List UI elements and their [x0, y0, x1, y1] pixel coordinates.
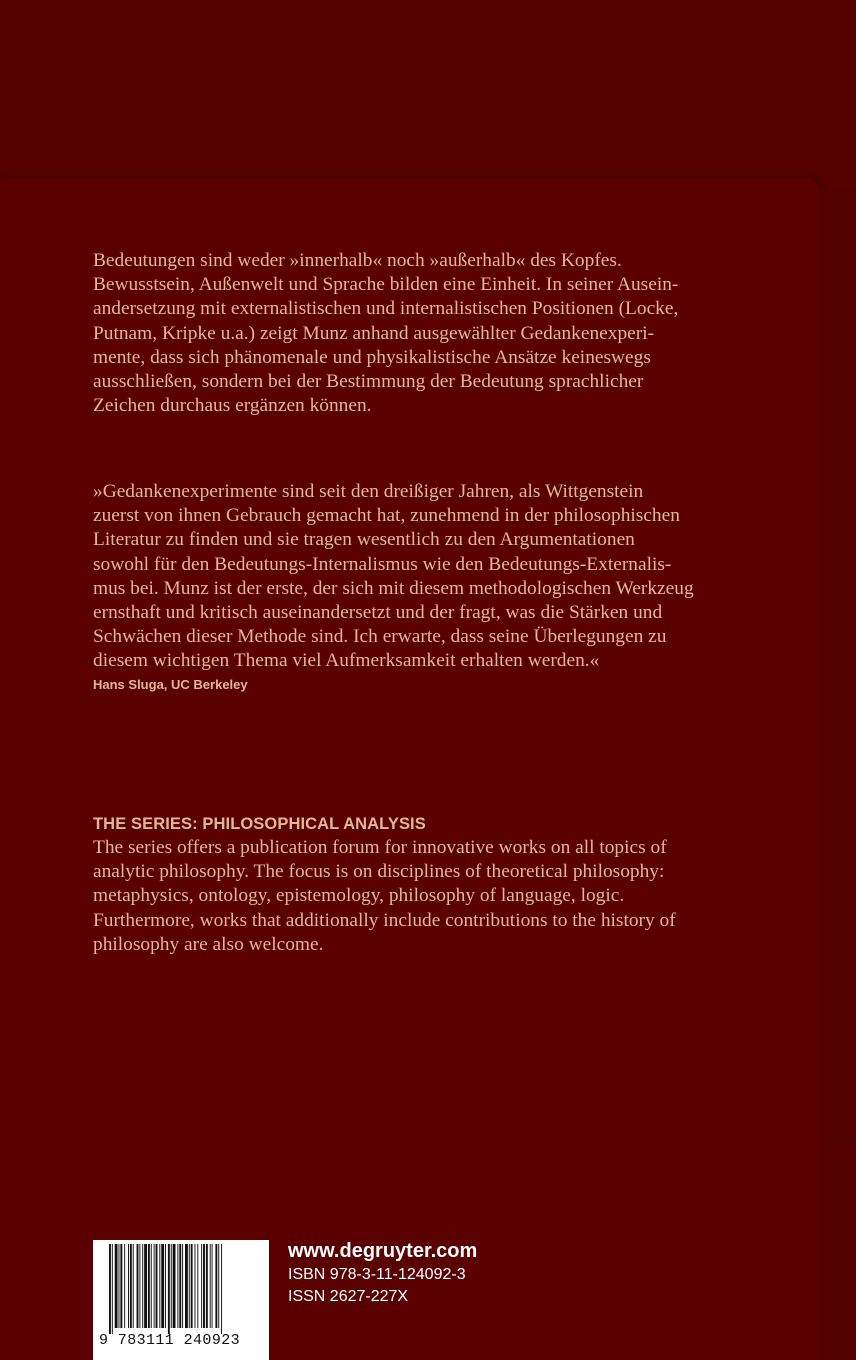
quote-attribution: Hans Sluga, UC Berkeley [93, 676, 248, 692]
publisher-url[interactable]: www.degruyter.com [288, 1240, 478, 1262]
barcode-bar [130, 1244, 132, 1328]
barcode-bar [212, 1244, 213, 1328]
quote-line: »Gedankenexperimente sind seit den dreißiger Jahren, als Wittgenstein [93, 481, 644, 502]
quote-line: zuerst von ihnen Gebrauch gemacht hat, zunehmend in der philosophischen [93, 505, 680, 527]
barcode-bar [124, 1244, 125, 1328]
blurb-line: Bewusstsein, Außenwelt und Sprache bilden eine Einheit. In seiner Ausein- [93, 274, 679, 296]
blurb-line: andersetzung mit externalistischen und internalistischen Positionen (Locke, [93, 298, 679, 320]
series-heading: THE SERIES: PHILOSOPHICAL ANALYSIS [93, 815, 426, 833]
book-blurb [93, 249, 753, 418]
isbn-number: ISBN 978-3-11-124092-3 [288, 1266, 466, 1283]
barcode-bar [112, 1244, 113, 1334]
barcode-bar [221, 1244, 222, 1334]
barcode-bar [206, 1244, 208, 1328]
blurb-line: Bedeutungen sind weder »innerhalb« noch »außerhalb« des Kopfes. [93, 250, 622, 271]
barcode-bar [168, 1244, 170, 1334]
barcode-bar [173, 1244, 176, 1328]
barcode-bar [177, 1244, 178, 1328]
barcode-bar [159, 1244, 160, 1328]
barcode-bar [185, 1244, 188, 1328]
barcode-bar [137, 1244, 139, 1328]
barcode-bar [154, 1244, 155, 1328]
barcode-bar [165, 1244, 166, 1328]
barcode-bar [119, 1244, 120, 1328]
barcode-bar [128, 1244, 129, 1328]
quote-line: Schwächen dieser Methode sind. Ich erwarte, dass seine Überlegungen zu [93, 626, 667, 648]
issn-number: ISSN 2627-227X [288, 1288, 409, 1305]
barcode-bar [197, 1244, 198, 1328]
barcode-bar [203, 1244, 205, 1328]
barcode-bar [195, 1244, 196, 1328]
barcode-bar [191, 1244, 193, 1328]
series-line: Furthermore, works that additionally include contributions to the history of [93, 909, 676, 931]
review-quote [93, 480, 753, 694]
barcode-bar [120, 1244, 122, 1328]
barcode [93, 1240, 269, 1360]
series-line: metaphysics, ontology, epistemology, philosophy of language, logic. [93, 885, 625, 907]
barcode-bar [115, 1244, 118, 1328]
series-line: philosophy are also welcome. [93, 933, 324, 955]
barcode-bar [218, 1244, 219, 1328]
barcode-bar [148, 1244, 150, 1328]
barcode-digits: 9 783111 240923 [99, 1332, 241, 1349]
series-description [93, 814, 753, 957]
barcode-bar [171, 1244, 172, 1328]
series-line: analytic philosophy. The focus is on disciplines of theoretical philosophy: [93, 861, 665, 883]
barcode-bar [142, 1244, 143, 1328]
barcode-bar [161, 1244, 164, 1328]
quote-line: diesem wichtigen Thema viel Aufmerksamkeit erhalten werden.« [93, 650, 600, 672]
series-line: The series offers a publication forum for innovative works on all topics of [93, 837, 667, 858]
barcode-bar [201, 1244, 202, 1328]
spine-edge-line [820, 1138, 856, 1140]
blurb-line: mente, dass sich phänomenale und physikalistische Ansätze keineswegs [93, 346, 651, 368]
quote-line: mus bei. Munz ist der erste, der sich mit diesem methodologischen Werkzeug [93, 577, 694, 599]
barcode-bar [182, 1244, 183, 1328]
blurb-line: Zeichen durchaus ergänzen können. [93, 395, 372, 417]
blurb-line: Putnam, Kripke u.a.) zeigt Munz anhand ausgewählter Gedankenexperi- [93, 322, 655, 344]
publisher-info [288, 1238, 477, 1308]
barcode-bars [109, 1244, 259, 1334]
barcode-bar [156, 1244, 158, 1328]
barcode-bar [215, 1244, 217, 1328]
barcode-bar [139, 1244, 140, 1328]
barcode-bar [151, 1244, 152, 1328]
barcode-bar [133, 1244, 134, 1328]
barcode-bar [144, 1244, 147, 1328]
barcode-bar [179, 1244, 181, 1328]
quote-line: Literatur zu finden und sie tragen wesentlich zu den Argumentationen [93, 529, 635, 551]
barcode-bar [189, 1244, 190, 1328]
spine-edge [820, 190, 856, 1360]
barcode-bar [210, 1244, 211, 1328]
quote-line: ernsthaft und kritisch auseinandersetzt und der fragt, was die Stärken und [93, 602, 663, 624]
barcode-bar [109, 1244, 111, 1334]
quote-line: sowohl für den Bedeutungs-Internalismus wie den Bedeutungs-Externalis- [93, 553, 672, 575]
blurb-line: ausschließen, sondern bei der Bestimmung der Bedeutung sprachlicher [93, 371, 644, 393]
